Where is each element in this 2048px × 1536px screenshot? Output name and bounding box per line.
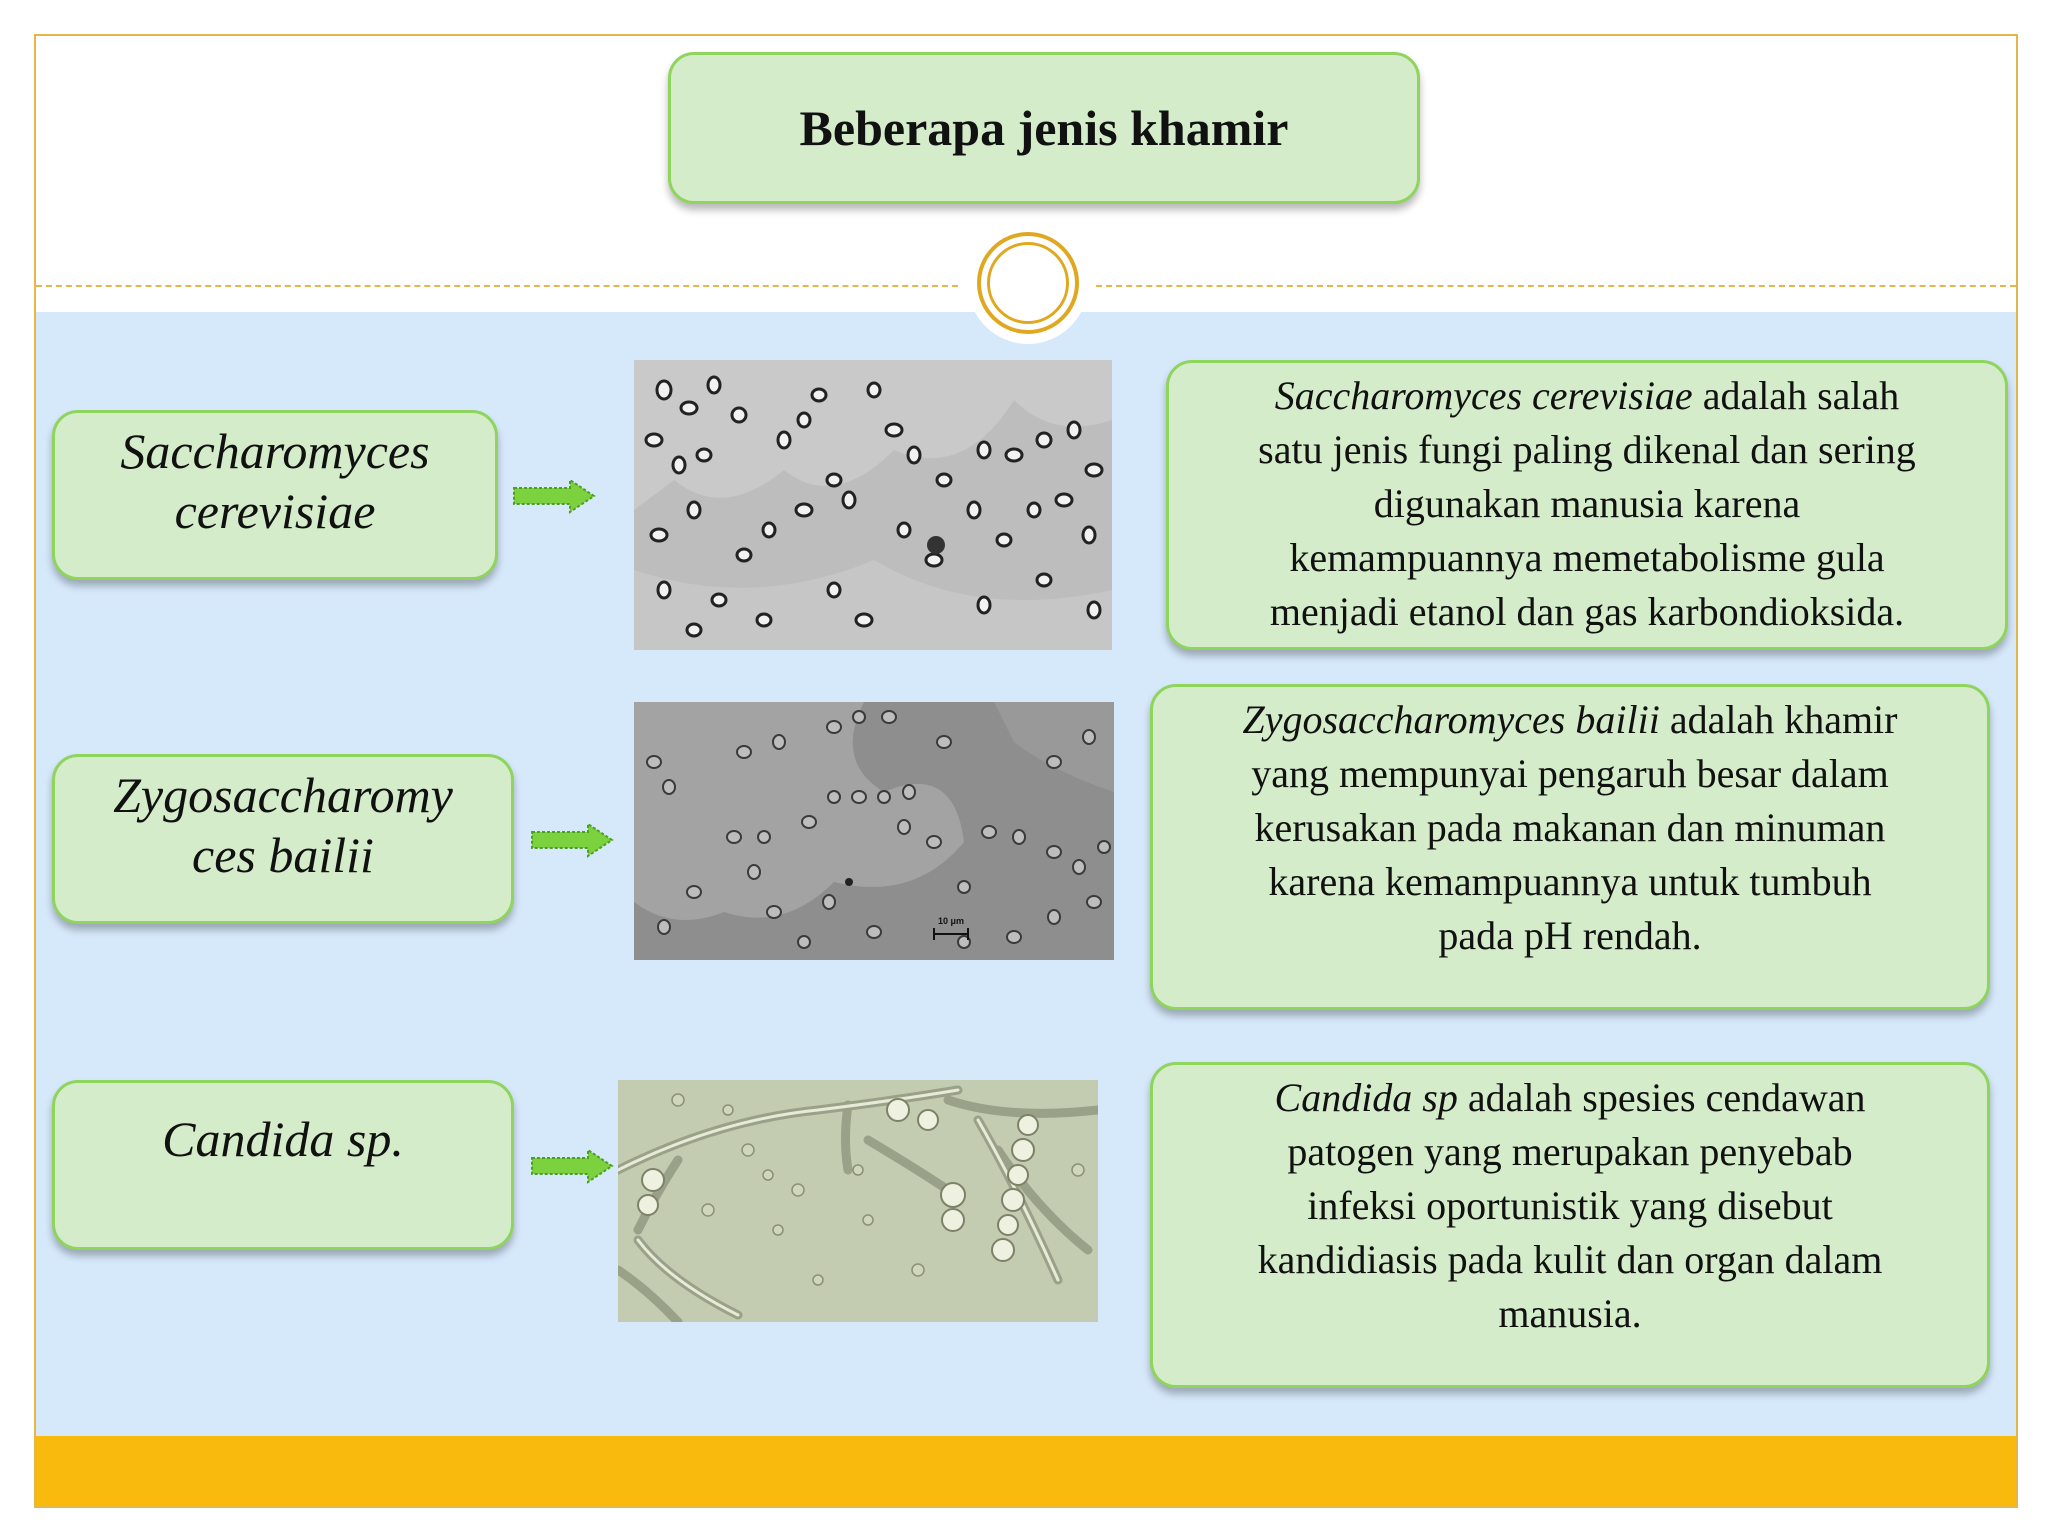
description-saccharomyces — [1166, 360, 2008, 650]
yeast-micrograph-icon — [634, 360, 1112, 650]
species-label-line1: Saccharomyces — [120, 423, 430, 479]
description-line: menjadi etanol dan gas karbondioksida. — [1269, 589, 1905, 634]
species-label-candida — [52, 1080, 514, 1250]
species-label-line2: ces bailii — [192, 827, 374, 883]
description-species-name: Zygosaccharomyces bailii — [1242, 697, 1660, 742]
description-line: yang mempunyai pengaruh besar dalam — [1251, 751, 1889, 796]
description-line: digunakan manusia karena — [1373, 481, 1801, 526]
description-line: kemampuannya memetabolisme gula — [1289, 535, 1885, 580]
species-label-saccharomyces — [52, 410, 498, 580]
description-line: manusia. — [1498, 1291, 1642, 1336]
arrow-right-icon — [530, 822, 614, 858]
divider-left — [36, 285, 958, 287]
ring-ornament-icon — [977, 232, 1079, 334]
description-zygosaccharomyces — [1150, 684, 1990, 1010]
description-line: infeksi oportunistik yang disebut — [1307, 1183, 1833, 1228]
divider-right — [1096, 285, 2016, 287]
description-species-name: Candida sp — [1274, 1075, 1458, 1120]
description-first-line: adalah spesies cendawan — [1457, 1075, 1866, 1120]
yeast-micrograph-icon — [634, 702, 1114, 960]
description-line: karena kemampuannya untuk tumbuh — [1268, 859, 1872, 904]
micrograph-candida — [618, 1080, 1098, 1322]
slide-title-text: Beberapa jenis khamir — [799, 100, 1289, 156]
hyphae-micrograph-icon — [618, 1080, 1098, 1322]
description-line: kandidiasis pada kulit dan organ dalam — [1257, 1237, 1883, 1282]
description-line: patogen yang merupakan penyebab — [1287, 1129, 1853, 1174]
arrow-right-icon — [530, 1148, 614, 1184]
arrow-right-icon — [512, 478, 596, 514]
description-first-line: adalah salah — [1692, 373, 1900, 418]
species-label-line2: cerevisiae — [174, 483, 376, 539]
micrograph-zygosaccharomyces — [634, 702, 1114, 960]
species-label-line1: Candida sp. — [162, 1111, 404, 1167]
scale-bar-label: 10 μm — [937, 916, 965, 926]
footer-bar — [36, 1436, 2016, 1506]
description-line: satu jenis fungi paling dikenal dan sering — [1258, 427, 1916, 472]
species-label-line1: Zygosaccharomy — [113, 767, 453, 823]
description-species-name: Saccharomyces cerevisiae — [1274, 373, 1693, 418]
description-candida — [1150, 1062, 1990, 1388]
slide-title — [668, 52, 1420, 204]
species-label-zygosaccharomyces — [52, 754, 514, 924]
description-line: kerusakan pada makanan dan minuman — [1254, 805, 1886, 850]
micrograph-saccharomyces — [634, 360, 1112, 650]
description-first-line: adalah khamir — [1659, 697, 1898, 742]
description-line: pada pH rendah. — [1438, 913, 1702, 958]
